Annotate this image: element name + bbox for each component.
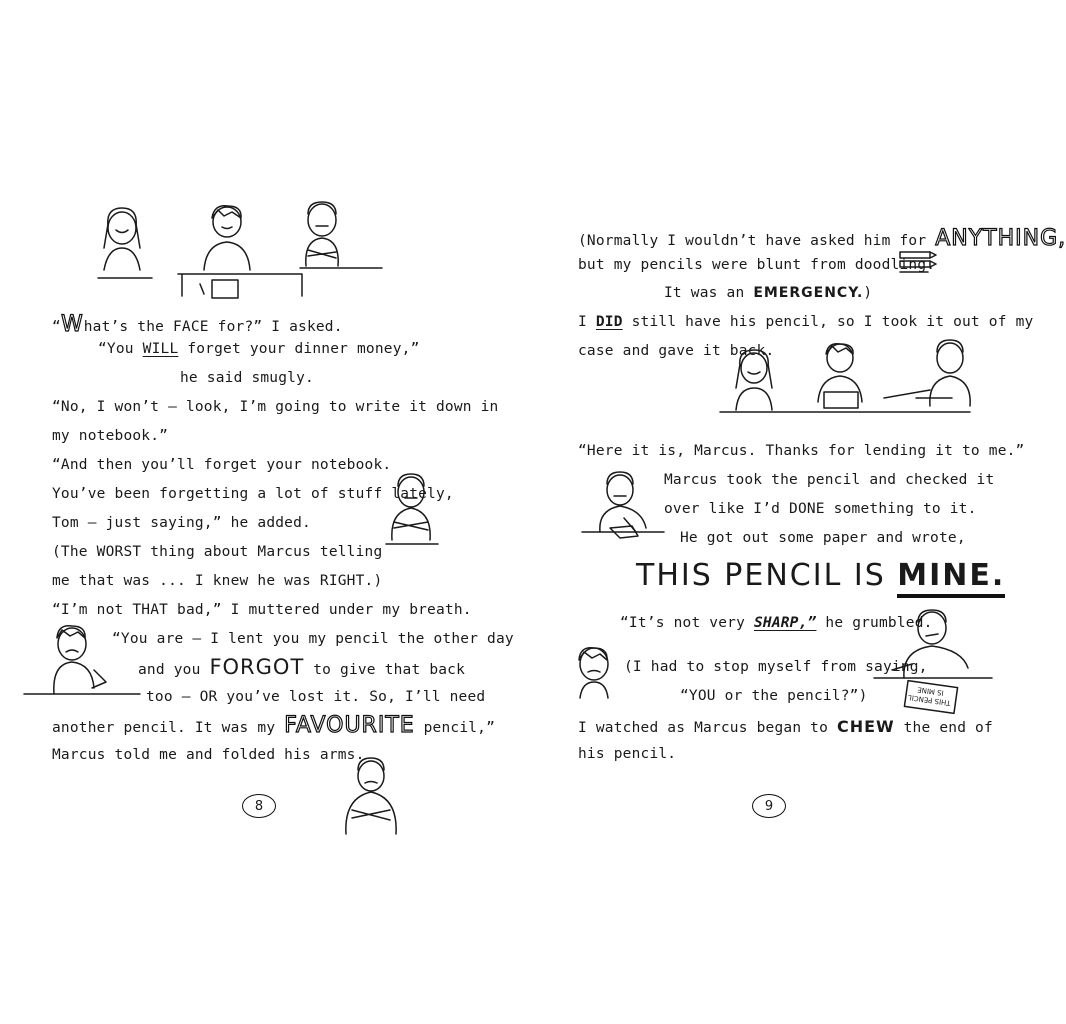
kids-returning-pencil-illustration [716, 338, 986, 428]
right-line-14: his pencil. [578, 746, 677, 762]
left-line-14: too – OR you’ve lost it. So, I’ll need [146, 689, 486, 705]
right-line-1: (Normally I wouldn’t have asked him for ANYTHING, [578, 226, 1066, 251]
left-line-4: “No, I won’t – look, I’m going to write it down in [52, 399, 499, 415]
right-line-5: case and gave it back. [578, 343, 775, 359]
left-line-3: he said smugly. [180, 370, 314, 386]
left-line-9: (The WORST thing about Marcus telling [52, 544, 383, 560]
right-line-2: but my pencils were blunt from doodling. [578, 257, 936, 273]
right-line-6: “Here it is, Marcus. Thanks for lending it to me.” [578, 443, 1025, 459]
left-line-10: me that was ... I knew he was RIGHT.) [52, 573, 383, 589]
three-kids-desk-illustration [92, 200, 392, 300]
page-number-left: 8 [242, 794, 276, 818]
right-line-13: I watched as Marcus began to CHEW the end of [578, 717, 993, 736]
right-line-7: Marcus took the pencil and checked it [664, 472, 995, 488]
right-line-8: over like I’d DONE something to it. [664, 501, 977, 517]
left-line-8: Tom – just saying,” he added. [52, 515, 311, 531]
right-line-4: I DID still have his pencil, so I took it out of my [578, 314, 1034, 330]
marcus-bottom-illustration [336, 756, 406, 836]
left-line-11: “I’m not THAT bad,” I muttered under my breath. [52, 602, 472, 618]
left-line-5: my notebook.” [52, 428, 169, 444]
tom-grumpy-illustration [22, 618, 142, 708]
left-line-1: “What’s the FACE for?” I asked. [52, 312, 343, 337]
left-line-12: “You are – I lent you my pencil the other day [112, 631, 514, 647]
right-line-12: “YOU or the pencil?”) [680, 688, 868, 704]
left-line-7: You’ve been forgetting a lot of stuff lately, [52, 486, 454, 502]
page-number-right: 9 [752, 794, 786, 818]
right-line-10: “It’s not very SHARP,” he grumbled. [620, 615, 933, 631]
left-line-2: “You WILL forget your dinner money,” [98, 341, 420, 357]
left-line-15: another pencil. It was my FAVOURITE pencil,” [52, 713, 496, 738]
blunt-pencils-icon [898, 250, 938, 276]
pencil-note-upside-down: THIS PENCIL IS MINE [907, 685, 952, 707]
right-line-9: He got out some paper and wrote, [680, 530, 966, 546]
tom-worried-illustration [570, 642, 620, 702]
right-line-3: It was an EMERGENCY.) [664, 285, 873, 301]
right-line-11: (I had to stop myself from saying, [624, 659, 928, 675]
marcus-arms-folded-illustration [376, 472, 446, 552]
left-line-13: and you FORGOT to give that back [138, 655, 466, 679]
marcus-writing-illustration [580, 470, 670, 550]
headline-this-pencil-is-mine: THIS PENCIL IS MINE. [636, 558, 1005, 593]
left-line-6: “And then you’ll forget your notebook. [52, 457, 392, 473]
left-line-16: Marcus told me and folded his arms. [52, 747, 365, 763]
